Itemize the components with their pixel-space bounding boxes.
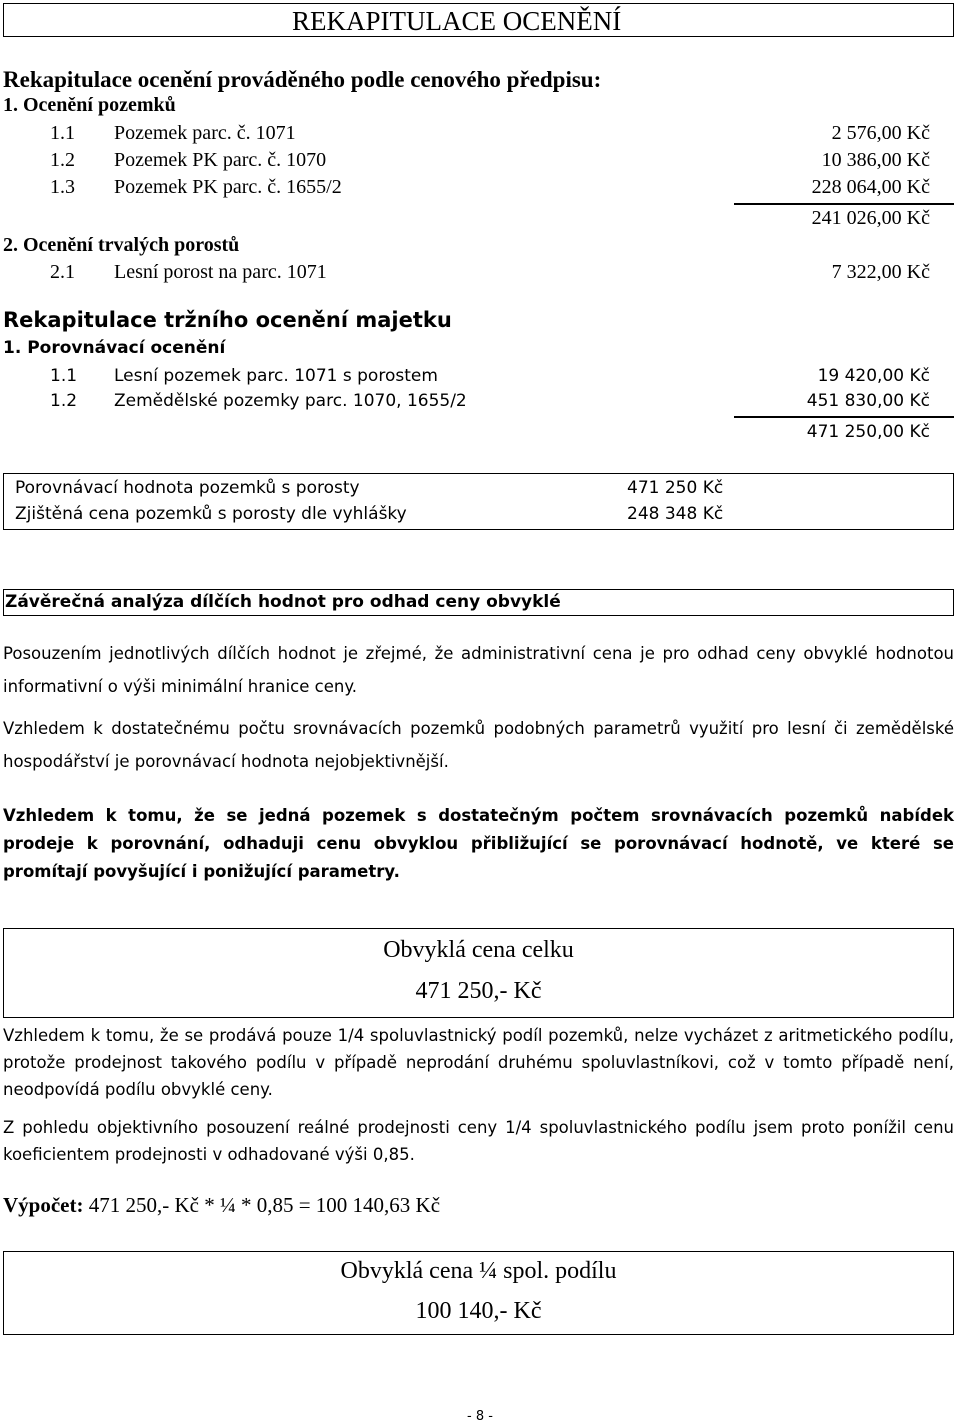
item-value: 10 386,00 Kč <box>821 149 930 171</box>
item-label: Pozemek PK parc. č. 1070 <box>114 149 327 171</box>
calculation-value: 471 250,- Kč * ¼ * 0,85 = 100 140,63 Kč <box>83 1193 441 1217</box>
sum-rule <box>734 416 954 418</box>
subheading-porosty: 2. Ocenění trvalých porostů <box>3 234 240 256</box>
item-value: 228 064,00 Kč <box>811 176 930 198</box>
item-no: 1.2 <box>50 149 75 171</box>
page-title: REKAPITULACE OCENĚNÍ <box>292 6 622 36</box>
item-label: Zemědělské pozemky parc. 1070, 1655/2 <box>114 391 467 411</box>
item-no: 1.1 <box>50 122 75 144</box>
item-value: 2 576,00 Kč <box>831 122 930 144</box>
item-value: 19 420,00 Kč <box>817 366 930 386</box>
item-label: Lesní pozemek parc. 1071 s porostem <box>114 366 438 386</box>
page-number: - 8 - <box>467 1409 493 1424</box>
item-no: 1.3 <box>50 176 75 198</box>
final-price-box <box>3 928 954 1018</box>
analysis-paragraph-1: Posouzením jednotlivých dílčích hodnot je zřejmé, že administrativní cena je pro odhad ceny obvyklé hodnotou informativní o výši minimální hranice ceny. <box>3 644 954 696</box>
final-price-value: 471 250,- Kč <box>415 978 542 1004</box>
item-value: 451 830,00 Kč <box>806 391 930 411</box>
calculation-label: Výpočet: <box>3 1193 84 1217</box>
porovnavaci-total: 471 250,00 Kč <box>806 422 930 442</box>
analysis-paragraph-2: Vzhledem k dostatečnému počtu srovnávacích pozemků podobných parametrů využití pro lesní či zemědělské hospodářství je porovnávací hodnota nejobjektivnější. <box>3 719 954 771</box>
analysis-heading-box <box>3 589 954 616</box>
share-price-label: Obvyklá cena ¼ spol. podílu <box>340 1258 617 1284</box>
item-no: 1.2 <box>50 391 78 411</box>
comparison-label: Zjištěná cena pozemků s porosty dle vyhlášky <box>15 504 407 524</box>
subheading-porovnavaci: 1. Porovnávací ocenění <box>3 338 226 358</box>
share-paragraph-2: Z pohledu objektivního posouzení reálné prodejnosti ceny 1/4 spoluvlastnického podílu jsem proto ponížil cenu koeficientem prodejnosti v odhadované výši 0,85. <box>3 1118 954 1164</box>
final-price-label: Obvyklá cena celku <box>383 937 574 963</box>
section-heading-cenovy-predpis: Rekapitulace ocenění prováděného podle cenového předpisu: <box>3 67 602 92</box>
share-price-box <box>3 1251 954 1335</box>
item-value: 7 322,00 Kč <box>831 261 930 283</box>
comparison-value: 248 348 Kč <box>627 504 724 524</box>
pozemky-total: 241 026,00 Kč <box>811 207 930 229</box>
share-price-value: 100 140,- Kč <box>415 1298 542 1324</box>
comparison-box <box>3 473 954 530</box>
calculation-line <box>3 1193 440 1218</box>
analysis-paragraph-3: Vzhledem k tomu, že se jedná pozemek s dostatečným počtem srovnávacích pozemků nabídek prodeje k porovnání, odhaduji cenu obvyklou přibližující se porovnávací hodnotě, ve které se promítají povyšující i ponižující parametry. <box>3 806 954 881</box>
analysis-heading: Závěrečná analýza dílčích hodnot pro odhad ceny obvyklé <box>5 592 561 612</box>
item-label: Pozemek PK parc. č. 1655/2 <box>114 176 342 198</box>
title-box <box>3 3 954 37</box>
comparison-value: 471 250 Kč <box>627 478 724 498</box>
sum-rule <box>734 203 954 205</box>
share-paragraph-1: Vzhledem k tomu, že se prodává pouze 1/4 spoluvlastnický podíl pozemků, nelze vycházet z aritmetického podílu, protože prodejnost takového podílu v případě neprodání druhému spoluvlastníkovi, což v tomto případě není, neodpovídá podílu obvyklé ceny. <box>3 1026 954 1099</box>
section-heading-trzni: Rekapitulace tržního ocenění majetku <box>3 308 452 332</box>
item-label: Lesní porost na parc. 1071 <box>114 261 327 283</box>
comparison-label: Porovnávací hodnota pozemků s porosty <box>15 478 360 498</box>
item-label: Pozemek parc. č. 1071 <box>114 122 296 144</box>
subheading-pozemky: 1. Ocenění pozemků <box>3 94 176 116</box>
item-no: 1.1 <box>50 366 78 386</box>
item-no: 2.1 <box>50 261 75 283</box>
